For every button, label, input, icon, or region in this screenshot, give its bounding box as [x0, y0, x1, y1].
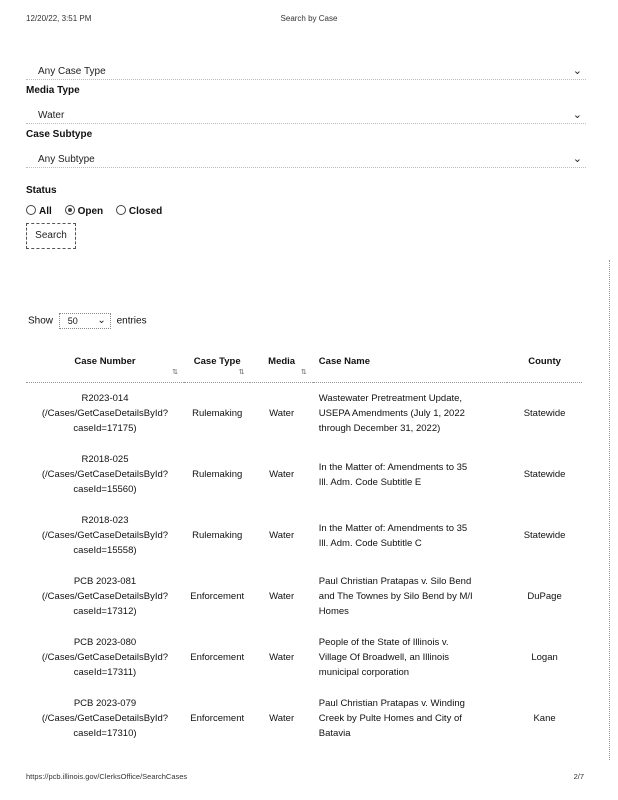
county-cell: DuPage: [527, 591, 562, 602]
table-header-row: [26, 340, 582, 383]
case-name-cell: People of the State of Illinois v. Village Of Broadwell, an Illinois municipal corporation: [318, 637, 450, 678]
entries-length-control: [28, 313, 147, 329]
col-header-case-number[interactable]: Case Number ⇅: [26, 340, 184, 383]
chevron-down-icon: ⌄: [572, 153, 582, 165]
case-number-link[interactable]: PCB 2023-081 (/Cases/GetCaseDetailsById? caseId=17312): [41, 576, 169, 617]
table-row[interactable]: [26, 627, 582, 688]
table-row[interactable]: [26, 566, 582, 627]
print-title: Search by Case: [280, 14, 338, 23]
county-cell: Logan: [531, 652, 558, 663]
show-label: Show: [28, 315, 54, 327]
status-radio-group: [26, 205, 172, 217]
col-header-media[interactable]: Media ⇅: [250, 340, 312, 383]
media-cell: Water: [269, 591, 295, 602]
case-type-select[interactable]: [26, 63, 586, 80]
case-type-cell: Enforcement: [190, 591, 245, 602]
col-header-case-name[interactable]: Case Name: [313, 340, 507, 383]
status-label: Status: [26, 185, 57, 196]
case-name-cell: In the Matter of: Amendments to 35 Ill. Adm. Code Subtitle E: [318, 461, 468, 488]
table-row[interactable]: [26, 688, 582, 749]
case-type-cell: Rulemaking: [192, 469, 243, 480]
sort-icon: ⇅: [172, 369, 178, 376]
case-number-link[interactable]: PCB 2023-079 (/Cases/GetCaseDetailsById? caseId=17310): [41, 698, 169, 739]
col-header-case-type[interactable]: Case Type ⇅: [184, 340, 251, 383]
status-radio-closed[interactable]: [116, 205, 162, 217]
case-name-cell: Paul Christian Pratapas v. Silo Bend and The Townes by Silo Bend by M/I Homes: [318, 576, 473, 617]
entries-select[interactable]: [59, 313, 111, 329]
search-button[interactable]: Search: [26, 223, 76, 249]
print-datetime: 12/20/22, 3:51 PM: [26, 14, 92, 23]
case-name-cell: Wastewater Pretreatment Update, USEPA Amendments (July 1, 2022 through December 31, 2022): [318, 393, 465, 434]
media-cell: Water: [269, 469, 295, 480]
status-radio-all[interactable]: [26, 205, 52, 217]
media-cell: Water: [269, 652, 295, 663]
table-row[interactable]: [26, 444, 582, 505]
case-name-cell: Paul Christian Pratapas v. Winding Creek by Pulte Homes and City of Batavia: [318, 698, 465, 739]
county-cell: Statewide: [523, 469, 566, 480]
table-row[interactable]: [26, 505, 582, 566]
case-name-cell: In the Matter of: Amendments to 35 Ill. Adm. Code Subtitle C: [318, 522, 468, 549]
media-cell: Water: [269, 530, 295, 541]
case-type-value: Any Case Type: [38, 66, 106, 77]
case-number-link[interactable]: R2023-014 (/Cases/GetCaseDetailsById? caseId=17175): [41, 393, 169, 434]
case-type-cell: Rulemaking: [192, 530, 243, 541]
sort-icon: ⇅: [300, 369, 307, 376]
cases-table: [26, 340, 582, 749]
county-cell: Statewide: [523, 530, 566, 541]
status-option-label: All: [39, 206, 52, 217]
media-cell: Water: [269, 713, 295, 724]
entries-value: 50: [67, 316, 78, 326]
print-page-number: 2/7: [573, 772, 584, 781]
case-number-link[interactable]: R2018-025 (/Cases/GetCaseDetailsById? caseId=15560): [41, 454, 169, 495]
case-subtype-label: Case Subtype: [26, 129, 93, 140]
status-option-label: Closed: [128, 206, 163, 217]
case-type-cell: Enforcement: [190, 713, 245, 724]
county-cell: Statewide: [523, 408, 566, 419]
case-type-cell: Enforcement: [190, 652, 245, 663]
chevron-down-icon: ⌄: [572, 65, 582, 77]
status-option-label: Open: [77, 206, 104, 217]
radio-icon: [26, 205, 36, 215]
page-edge-divider: [609, 260, 610, 760]
entries-label: entries: [116, 315, 147, 327]
case-type-cell: Rulemaking: [192, 408, 243, 419]
radio-selected-icon: [65, 205, 75, 215]
radio-icon: [116, 205, 126, 215]
sort-icon: ⇅: [238, 369, 245, 376]
print-url: https://pcb.illinois.gov/ClerksOffice/SearchCases: [26, 772, 188, 781]
case-subtype-select[interactable]: [26, 151, 586, 168]
col-header-county[interactable]: County: [507, 340, 582, 383]
table-row[interactable]: [26, 383, 582, 445]
media-type-label: Media Type: [26, 85, 80, 96]
media-cell: Water: [269, 408, 295, 419]
chevron-down-icon: ⌄: [572, 109, 582, 121]
chevron-down-icon: ⌄: [97, 315, 106, 326]
table-body: [26, 383, 582, 750]
status-radio-open[interactable]: [65, 205, 104, 217]
media-type-value: Water: [38, 110, 65, 121]
case-subtype-value: Any Subtype: [38, 154, 95, 165]
case-number-link[interactable]: PCB 2023-080 (/Cases/GetCaseDetailsById? caseId=17311): [41, 637, 169, 678]
media-type-select[interactable]: [26, 107, 586, 124]
case-number-link[interactable]: R2018-023 (/Cases/GetCaseDetailsById? caseId=15558): [41, 515, 169, 556]
county-cell: Kane: [533, 713, 556, 724]
